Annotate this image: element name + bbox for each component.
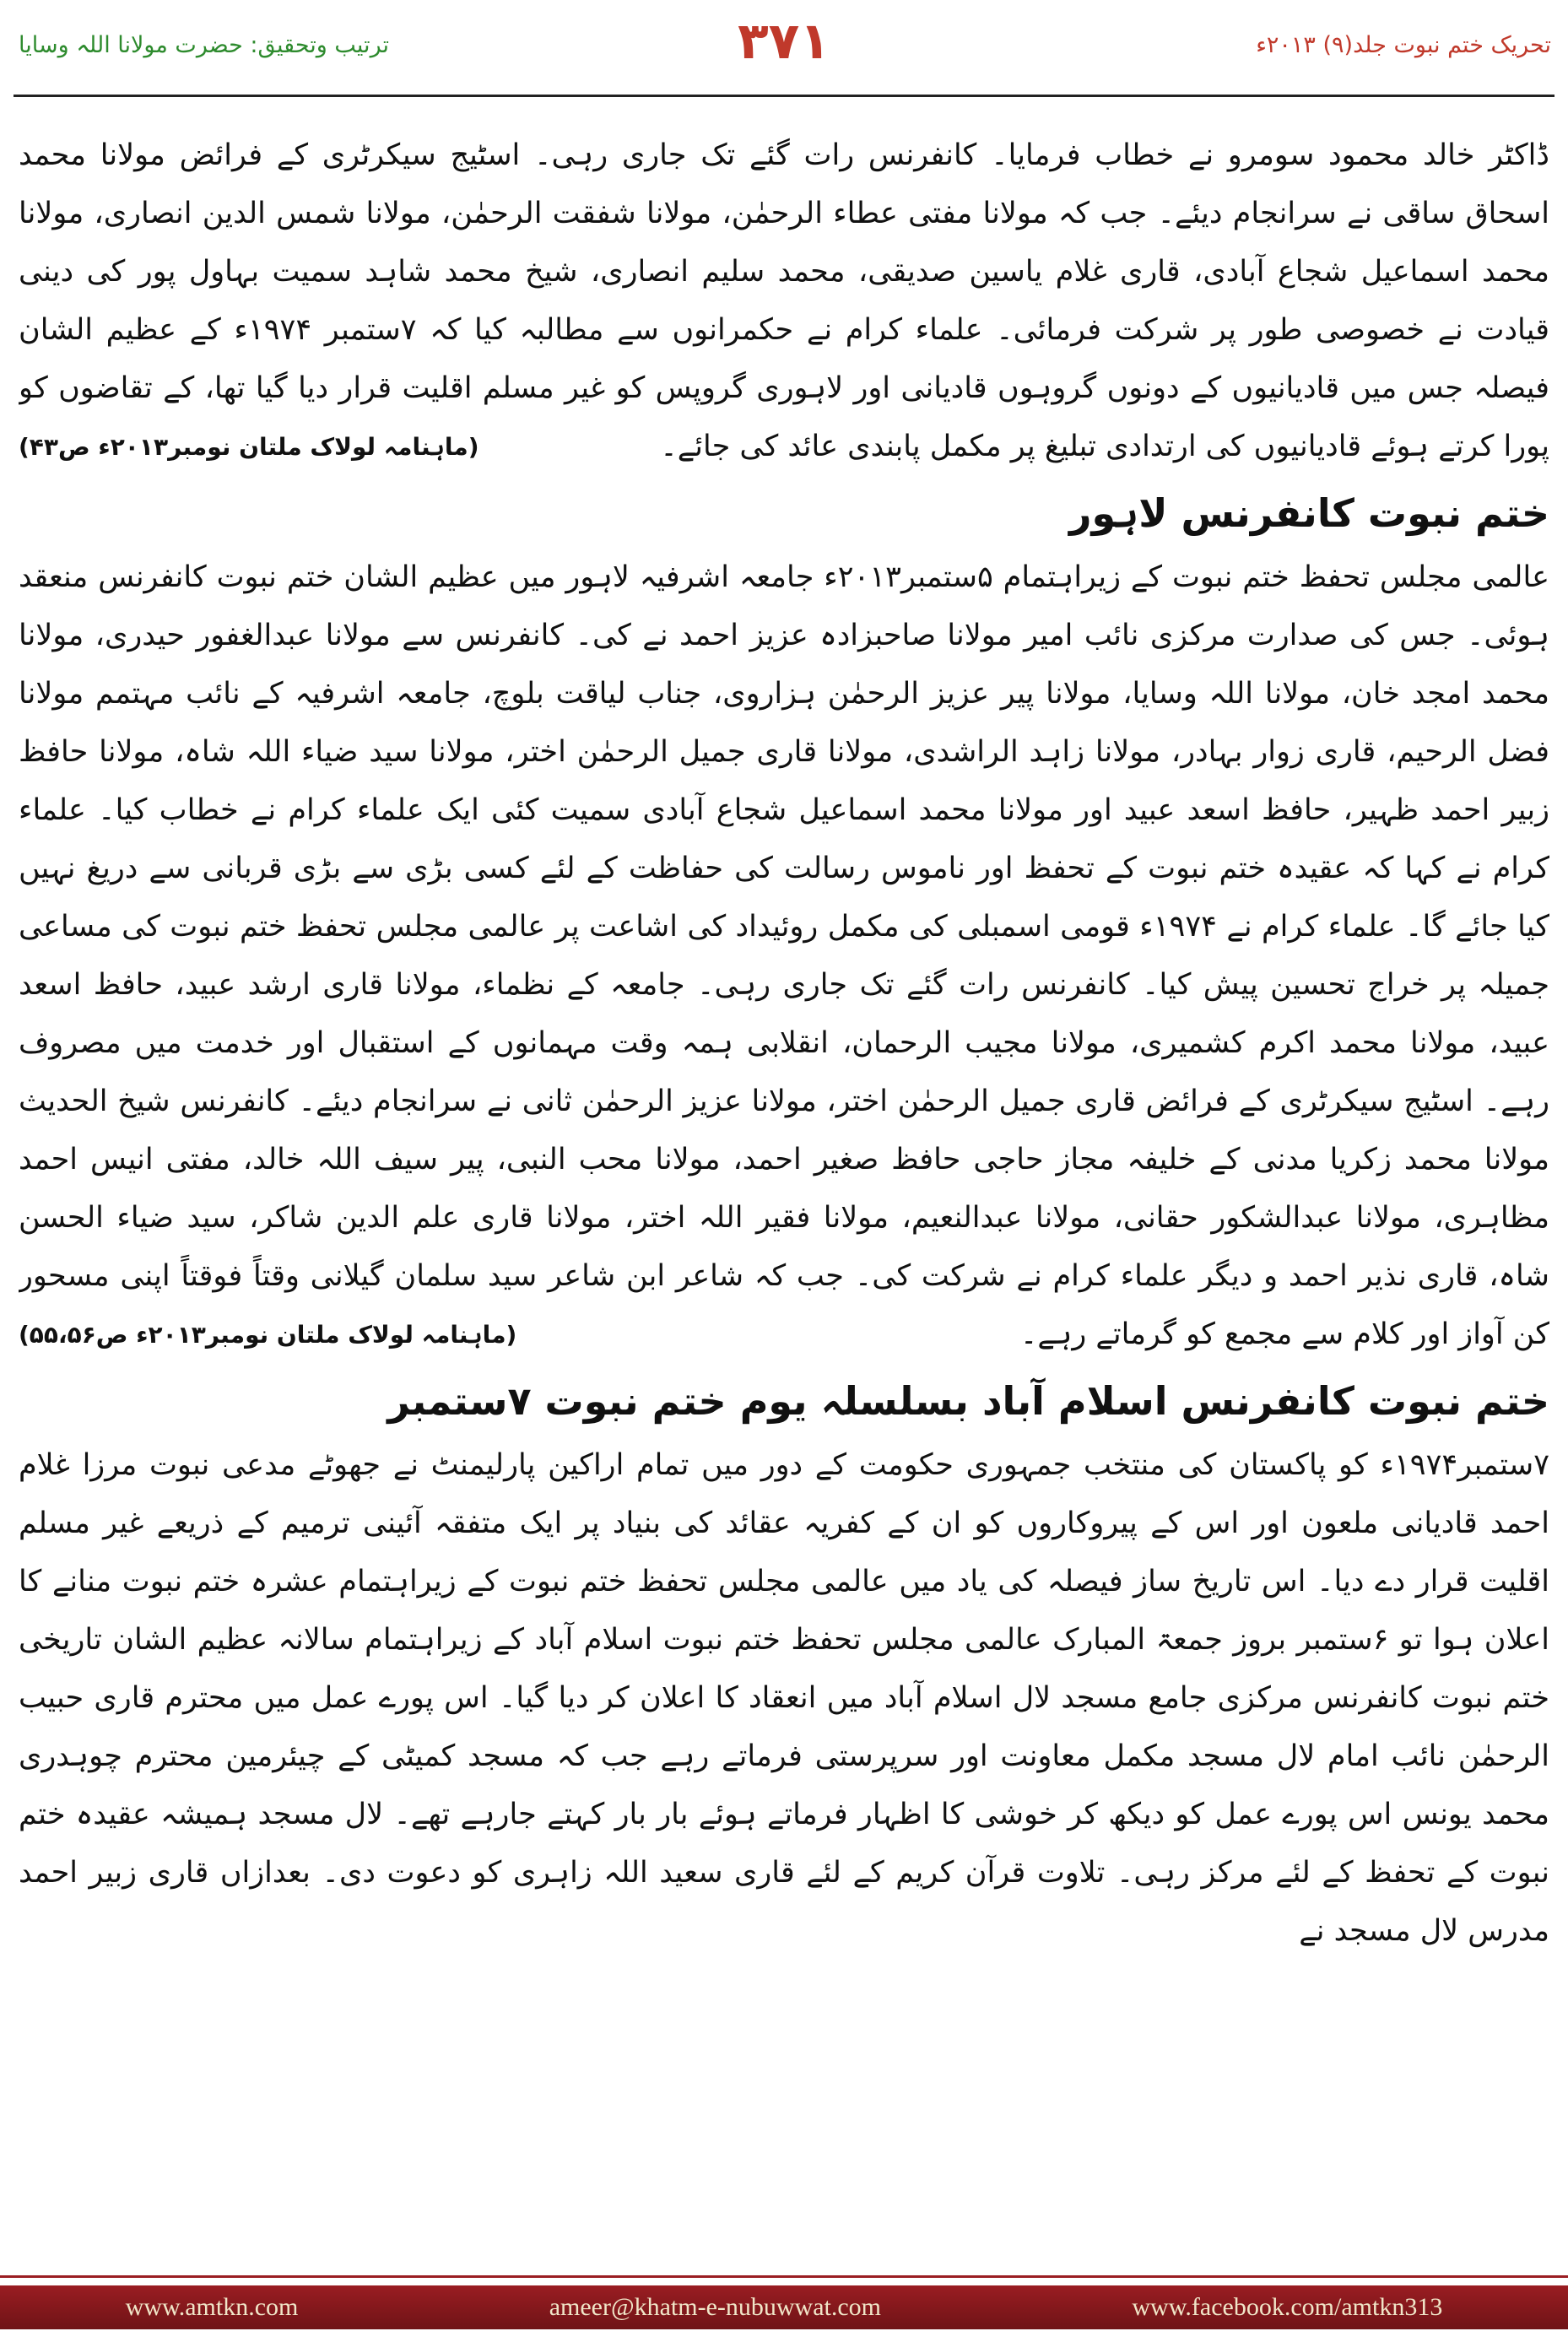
section-2-paragraph: عالمی مجلس تحفظ ختم نبوت کے زیراہتمام ۵ستمبر۲۰۱۳ء جامعہ اشرفیہ لاہور میں عظیم الشان ختم نبوت کانفرنس منعقد ہوئی۔ جس کی صدارت مرکزی نائب امیر مولانا صاحبزادہ عزیز احمد نے کی۔ کانفرنس سے مولانا عبدالغفور حیدری، مولانا محمد امجد خان، مولانا اللہ وسایا، مولانا پیر عزیز الرحمٰن ہزاروی، جناب لیاقت بلوچ، جامعہ اشرفیہ کے نائب مہتمم مولانا فضل الرحیم، قاری زوار بہادر، مولانا زاہد الراشدی، مولانا قاری جمیل الرحمٰن اختر، مولانا سید ضیاء اللہ شاہ، مولانا حافظ زبیر احمد ظہیر، حافظ اسعد عبید اور مولانا محمد اسماعیل شجاع آبادی سمیت کئی ایک علماء کرام نے خطاب کیا۔ علماء کرام نے کہا کہ عقیدہ ختم نبوت کے تحفظ اور ناموس رسالت کی حفاظت کے لئے کسی بڑی سے بڑی قربانی سے دریغ نہیں کیا جائے گا۔ علماء کرام نے ۱۹۷۴ء قومی اسمبلی کی مکمل روئیداد کی اشاعت پر عالمی مجلس تحفظ ختم نبوت کی مساعی جمیلہ پر خراج تحسین پیش کیا۔ کانفرنس رات گئے تک جاری رہی۔ جامعہ کے نظماء، مولانا قاری ارشد عبید، حافظ اسعد عبید، مولانا محمد اکرم کشمیری، مولانا مجیب الرحمان، انقلابی ہمہ وقت مہمانوں کے استقبال اور خدمت میں مصروف رہے۔ اسٹیج سیکرٹری کے فرائض قاری جمیل الرحمٰن اختر، مولانا عزیز الرحمٰن ثانی نے سرانجام دیئے۔ کانفرنس شیخ الحدیث مولانا محمد زکریا مدنی کے خلیفہ مجاز حاجی حافظ صغیر احمد، مولانا محب النبی، پیر سیف اللہ خالد، مفتی انیس احمد مظاہری، مولانا عبدالشکور حقانی، مولانا عبدالنعیم، مولانا فقیر اللہ اختر، مولانا قاری علم الدین شاکر، سید ضیاء الحسن شاہ، قاری نذیر احمد و دیگر علماء کرام نے شرکت کی۔ جب کہ شاعر ابن شاعر سید سلمان گیلانی وقتاً فوقتاً اپنی مسحور کن آواز اور کلام سے مجمع کو گرماتے رہے۔ xyxy=(19,560,1549,1351)
page-footer xyxy=(0,2285,1568,2329)
footer-divider xyxy=(0,2275,1568,2278)
section-3-paragraph: ۷ستمبر۱۹۷۴ء کو پاکستان کی منتخب جمہوری حکومت کے دور میں تمام اراکین پارلیمنٹ نے جھوٹے مدعی نبوت مرزا غلام احمد قادیانی ملعون اور اس کے پیروکاروں کو ان کے کفریہ عقائد کی بنیاد پر ایک متفقہ آئینی ترمیم کے ذریعے غیر مسلم اقلیت قرار دے دیا۔ اس تاریخ ساز فیصلہ کی یاد میں عالمی مجلس تحفظ ختم نبوت کے زیراہتمام عشرہ ختم نبوت منانے کا اعلان ہوا تو ۶ستمبر بروز جمعۃ المبارک عالمی مجلس تحفظ ختم نبوت اسلام آباد کے زیراہتمام سالانہ عظیم الشان تاریخی ختم نبوت کانفرنس مرکزی جامع مسجد لال اسلام آباد میں انعقاد کا اعلان کر دیا گیا۔ اس پورے عمل میں محترم قاری حبیب الرحمٰن نائب امام لال مسجد مکمل معاونت اور سرپرستی فرماتے رہے جب کہ مسجد کمیٹی کے چیئرمین محترم چوہدری محمد یونس اس پورے عمل کو دیکھ کر خوشی کا اظہار فرماتے ہوئے بار بار کہتے جارہے تھے۔ لال مسجد ہمیشہ عقیدہ ختم نبوت کے تحفظ کے لئے مرکز رہی۔ تلاوت قرآن کریم کے لئے قاری سعید اللہ زاہری کو دعوت دی۔ بعدازاں قاری زبیر احمد مدرس لال مسجد نے xyxy=(19,1448,1549,1948)
page-body xyxy=(19,127,1549,2220)
footer-website-link[interactable]: www.amtkn.com xyxy=(125,2293,299,2321)
section-1-reference: (ماہنامہ لولاک ملتان نومبر۲۰۱۳ء ص۴۳) xyxy=(19,433,479,461)
header-compiler: ترتیب وتحقیق: حضرت مولانا اللہ وسایا xyxy=(19,32,389,58)
header-book-title: تحریک ختم نبوت جلد(۹) ۲۰۱۳ء xyxy=(1256,32,1551,58)
section-2-reference: (ماہنامہ لولاک ملتان نومبر۲۰۱۳ء ص۵۵،۵۶) xyxy=(19,1321,517,1349)
section-2-heading: ختم نبوت کانفرنس لاہور xyxy=(1068,490,1549,536)
page-number: ۳۷۱ xyxy=(738,12,830,71)
page-header xyxy=(0,0,1568,93)
header-divider xyxy=(14,95,1554,97)
section-1-paragraph: ڈاکٹر خالد محمود سومرو نے خطاب فرمایا۔ کانفرنس رات گئے تک جاری رہی۔ اسٹیج سیکرٹری کے فرائض مولانا محمد اسحاق ساقی نے سرانجام دیئے۔ جب کہ مولانا مفتی عطاء الرحمٰن، مولانا شفقت الرحمٰن، مولانا شمس الدین انصاری، مولانا محمد اسماعیل شجاع آبادی، قاری غلام یاسین صدیقی، محمد سلیم انصاری، شیخ محمد شاہد سمیت بہاول پور کی دینی قیادت نے خصوصی طور پر شرکت فرمائی۔ علماء کرام نے حکمرانوں سے مطالبہ کیا کہ ۷ستمبر ۱۹۷۴ء کے عظیم الشان فیصلہ جس میں قادیانیوں کے دونوں گروہوں قادیانی اور لاہوری گروپس کو غیر مسلم اقلیت قرار دیا گیا تھا، کے تقاضوں کو پورا کرتے ہوئے قادیانیوں کی ارتدادی تبلیغ پر مکمل پابندی عائد کی جائے۔ xyxy=(19,138,1549,463)
section-3-heading: ختم نبوت کانفرنس اسلام آباد بسلسلہ یوم ختم نبوت ۷ستمبر xyxy=(387,1378,1549,1424)
footer-email-link[interactable]: ameer@khatm-e-nubuwwat.com xyxy=(549,2293,882,2321)
footer-facebook-link[interactable]: www.facebook.com/amtkn313 xyxy=(1132,2293,1443,2321)
